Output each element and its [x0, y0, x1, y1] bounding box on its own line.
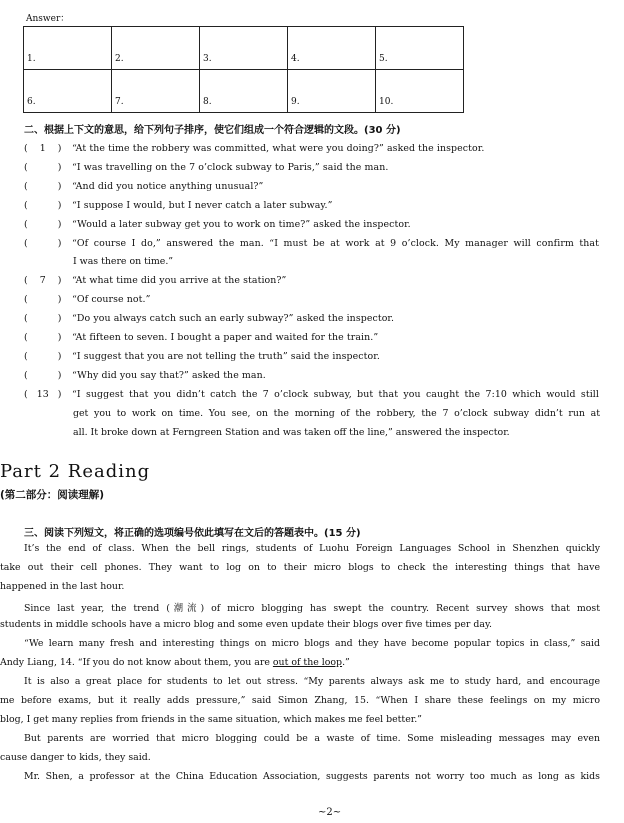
answer-blank[interactable]: [24, 309, 72, 328]
open-paren: (: [24, 313, 28, 325]
ordering-item: [24, 177, 600, 196]
answer-blank[interactable]: [24, 347, 72, 366]
answer-cell[interactable]: 6.: [24, 70, 112, 113]
answer-blank[interactable]: [24, 215, 72, 234]
answer-blank[interactable]: [24, 234, 72, 253]
answer-cell[interactable]: 1.: [24, 27, 112, 70]
sentence-text: “I suggest that you are not telling the truth” said the inspector.: [72, 350, 380, 362]
open-paren: (: [24, 388, 28, 400]
sentence-text: “Of course not.”: [72, 294, 151, 306]
sentence-text: “At what time did you arrive at the station?”: [72, 275, 287, 287]
passage-line: take out their cell phones. They want to log on to their micro blogs to check the interesting things that have: [0, 562, 600, 573]
sentence-text: “I was travelling on the 7 o’clock subway to Paris,” said the man.: [72, 161, 389, 173]
open-paren: (: [24, 294, 28, 306]
section3-title: 三、阅读下列短文，将正确的选项编号依此填写在文后的答题表中。(15 分): [24, 528, 361, 539]
order-number: 1: [39, 143, 46, 154]
ordering-item: [24, 385, 600, 404]
answer-row: [24, 70, 464, 113]
answer-label: Answer：: [26, 14, 70, 24]
close-paren: ): [57, 313, 62, 325]
close-paren: ): [57, 332, 62, 343]
close-paren: ): [57, 369, 62, 381]
close-paren: ): [57, 275, 62, 287]
passage-line: blog, I get many replies from friends in the same situation, which makes me feel better.”: [0, 714, 422, 725]
close-paren: ): [57, 218, 62, 230]
open-paren: (: [24, 369, 28, 381]
passage-line: “We learn many fresh and interesting things on micro blogs and they have become popular topics in class,” said: [24, 638, 600, 649]
open-paren: (: [24, 218, 28, 230]
passage-line: happened in the last hour.: [0, 581, 125, 592]
close-paren: ): [57, 161, 62, 173]
sentence-text: “Of course I do,” answered the man. “I must be at work at 9 o’clock. My manager will confirm that: [72, 237, 599, 249]
sentence-text: “At fifteen to seven. I bought a paper and waited for the train.”: [72, 332, 379, 343]
close-paren: ): [57, 350, 62, 362]
sentence-text: “I suppose I would, but I never catch a later subway.”: [72, 199, 333, 211]
passage-line: But parents are worried that micro blogging could be a waste of time. Some misleading messages may even: [24, 733, 600, 744]
ordering-item: [24, 196, 600, 215]
sentence-text: “And did you notice anything unusual?”: [72, 180, 264, 192]
answer-blank[interactable]: [24, 196, 72, 215]
passage-line: Since last year, the trend (潮流) of micro blogging has swept the country. Recent survey shows that most: [24, 603, 600, 614]
answer-blank[interactable]: [24, 385, 72, 404]
close-paren: ): [57, 294, 62, 306]
ordering-item: [24, 139, 600, 158]
answer-blank[interactable]: [24, 366, 72, 385]
ordering-item: [24, 215, 600, 234]
answer-cell[interactable]: 4.: [288, 27, 376, 70]
answer-row: [24, 27, 464, 70]
sentence-text: “I suggest that you didn’t catch the 7 o’clock subway, but that you caught the 7:10 which would still: [72, 388, 599, 400]
open-paren: (: [24, 332, 28, 343]
passage-line: Mr. Shen, a professor at the China Education Association, suggests parents not worry too much as long as kids: [24, 771, 600, 782]
answer-blank[interactable]: [24, 290, 72, 309]
passage-line: It is also a great place for students to let out stress. “My parents always ask me to study hard, and encourage: [24, 676, 600, 687]
close-paren: ): [57, 388, 62, 400]
open-paren: (: [24, 180, 28, 192]
ordering-item: [24, 271, 600, 290]
answer-blank[interactable]: [24, 139, 72, 158]
open-paren: (: [24, 161, 28, 173]
answer-blank[interactable]: [24, 177, 72, 196]
answer-cell[interactable]: 10.: [376, 70, 464, 113]
ordering-item: [24, 366, 600, 385]
close-paren: ): [57, 180, 62, 192]
underlined-phrase: out of the loop: [272, 657, 343, 668]
page-number: ~2~: [318, 807, 342, 818]
ordering-item: [24, 290, 600, 309]
passage-text: Andy Liang, 14. “If you do not know about them, you are: [0, 657, 273, 668]
passage-line: [0, 657, 600, 668]
close-paren: ): [57, 199, 62, 211]
open-paren: (: [24, 199, 28, 211]
sentence-text: “At the time the robbery was committed, what were you doing?” asked the inspector.: [72, 143, 485, 154]
answer-blank[interactable]: [24, 271, 72, 290]
passage-text: .”: [342, 657, 350, 668]
close-paren: ): [57, 143, 62, 154]
part2-subtitle: (第二部分：阅读理解): [0, 489, 105, 501]
answer-blank[interactable]: [24, 328, 72, 347]
ordering-item: [24, 309, 600, 328]
answer-table: [23, 26, 464, 113]
answer-cell[interactable]: 8.: [200, 70, 288, 113]
close-paren: ): [57, 237, 62, 249]
open-paren: (: [24, 237, 28, 249]
ordering-item: [24, 347, 600, 366]
sentence-continuation: all. It broke down at Ferngreen Station and was taken off the line,” answered the inspector.: [73, 426, 510, 438]
open-paren: (: [24, 350, 28, 362]
sentence-continuation: I was there on time.”: [73, 256, 174, 268]
sentence-text: “Would a later subway get you to work on time?” asked the inspector.: [72, 218, 411, 230]
sentence-continuation: get you to work on time. You see, on the morning of the robbery, the 7 o’clock subway didn’t run at: [73, 407, 600, 419]
answer-cell[interactable]: 9.: [288, 70, 376, 113]
part2-title: Part 2 Reading: [0, 461, 151, 482]
order-number: 7: [39, 275, 46, 287]
answer-cell[interactable]: 2.: [112, 27, 200, 70]
open-paren: (: [24, 275, 28, 287]
passage-line: students in middle schools have a micro blog and some even update their blogs over five times per day.: [0, 619, 492, 630]
passage-line: It’s the end of class. When the bell rings, students of Luohu Foreign Languages School in Shenzhen quickly: [24, 543, 600, 554]
sentence-text: “Do you always catch such an early subway?” asked the inspector.: [72, 313, 395, 325]
passage-line: me before exams, but it really adds pressure,” said Simon Zhang, 15. “When I share these feelings on my micro: [0, 695, 600, 706]
answer-cell[interactable]: 3.: [200, 27, 288, 70]
answer-blank[interactable]: [24, 158, 72, 177]
open-paren: (: [24, 143, 28, 154]
answer-cell[interactable]: 7.: [112, 70, 200, 113]
ordering-item: [24, 234, 600, 253]
order-number: 13: [36, 388, 49, 400]
answer-cell[interactable]: 5.: [376, 27, 464, 70]
passage-line: cause danger to kids, they said.: [0, 752, 151, 763]
ordering-item: [24, 158, 600, 177]
sentence-text: “Why did you say that?” asked the man.: [72, 369, 266, 381]
section2-title: 二、根据上下文的意思，给下列句子排序，使它们组成一个符合逻辑的文段。(30 分): [24, 125, 401, 136]
ordering-item: [24, 328, 600, 347]
